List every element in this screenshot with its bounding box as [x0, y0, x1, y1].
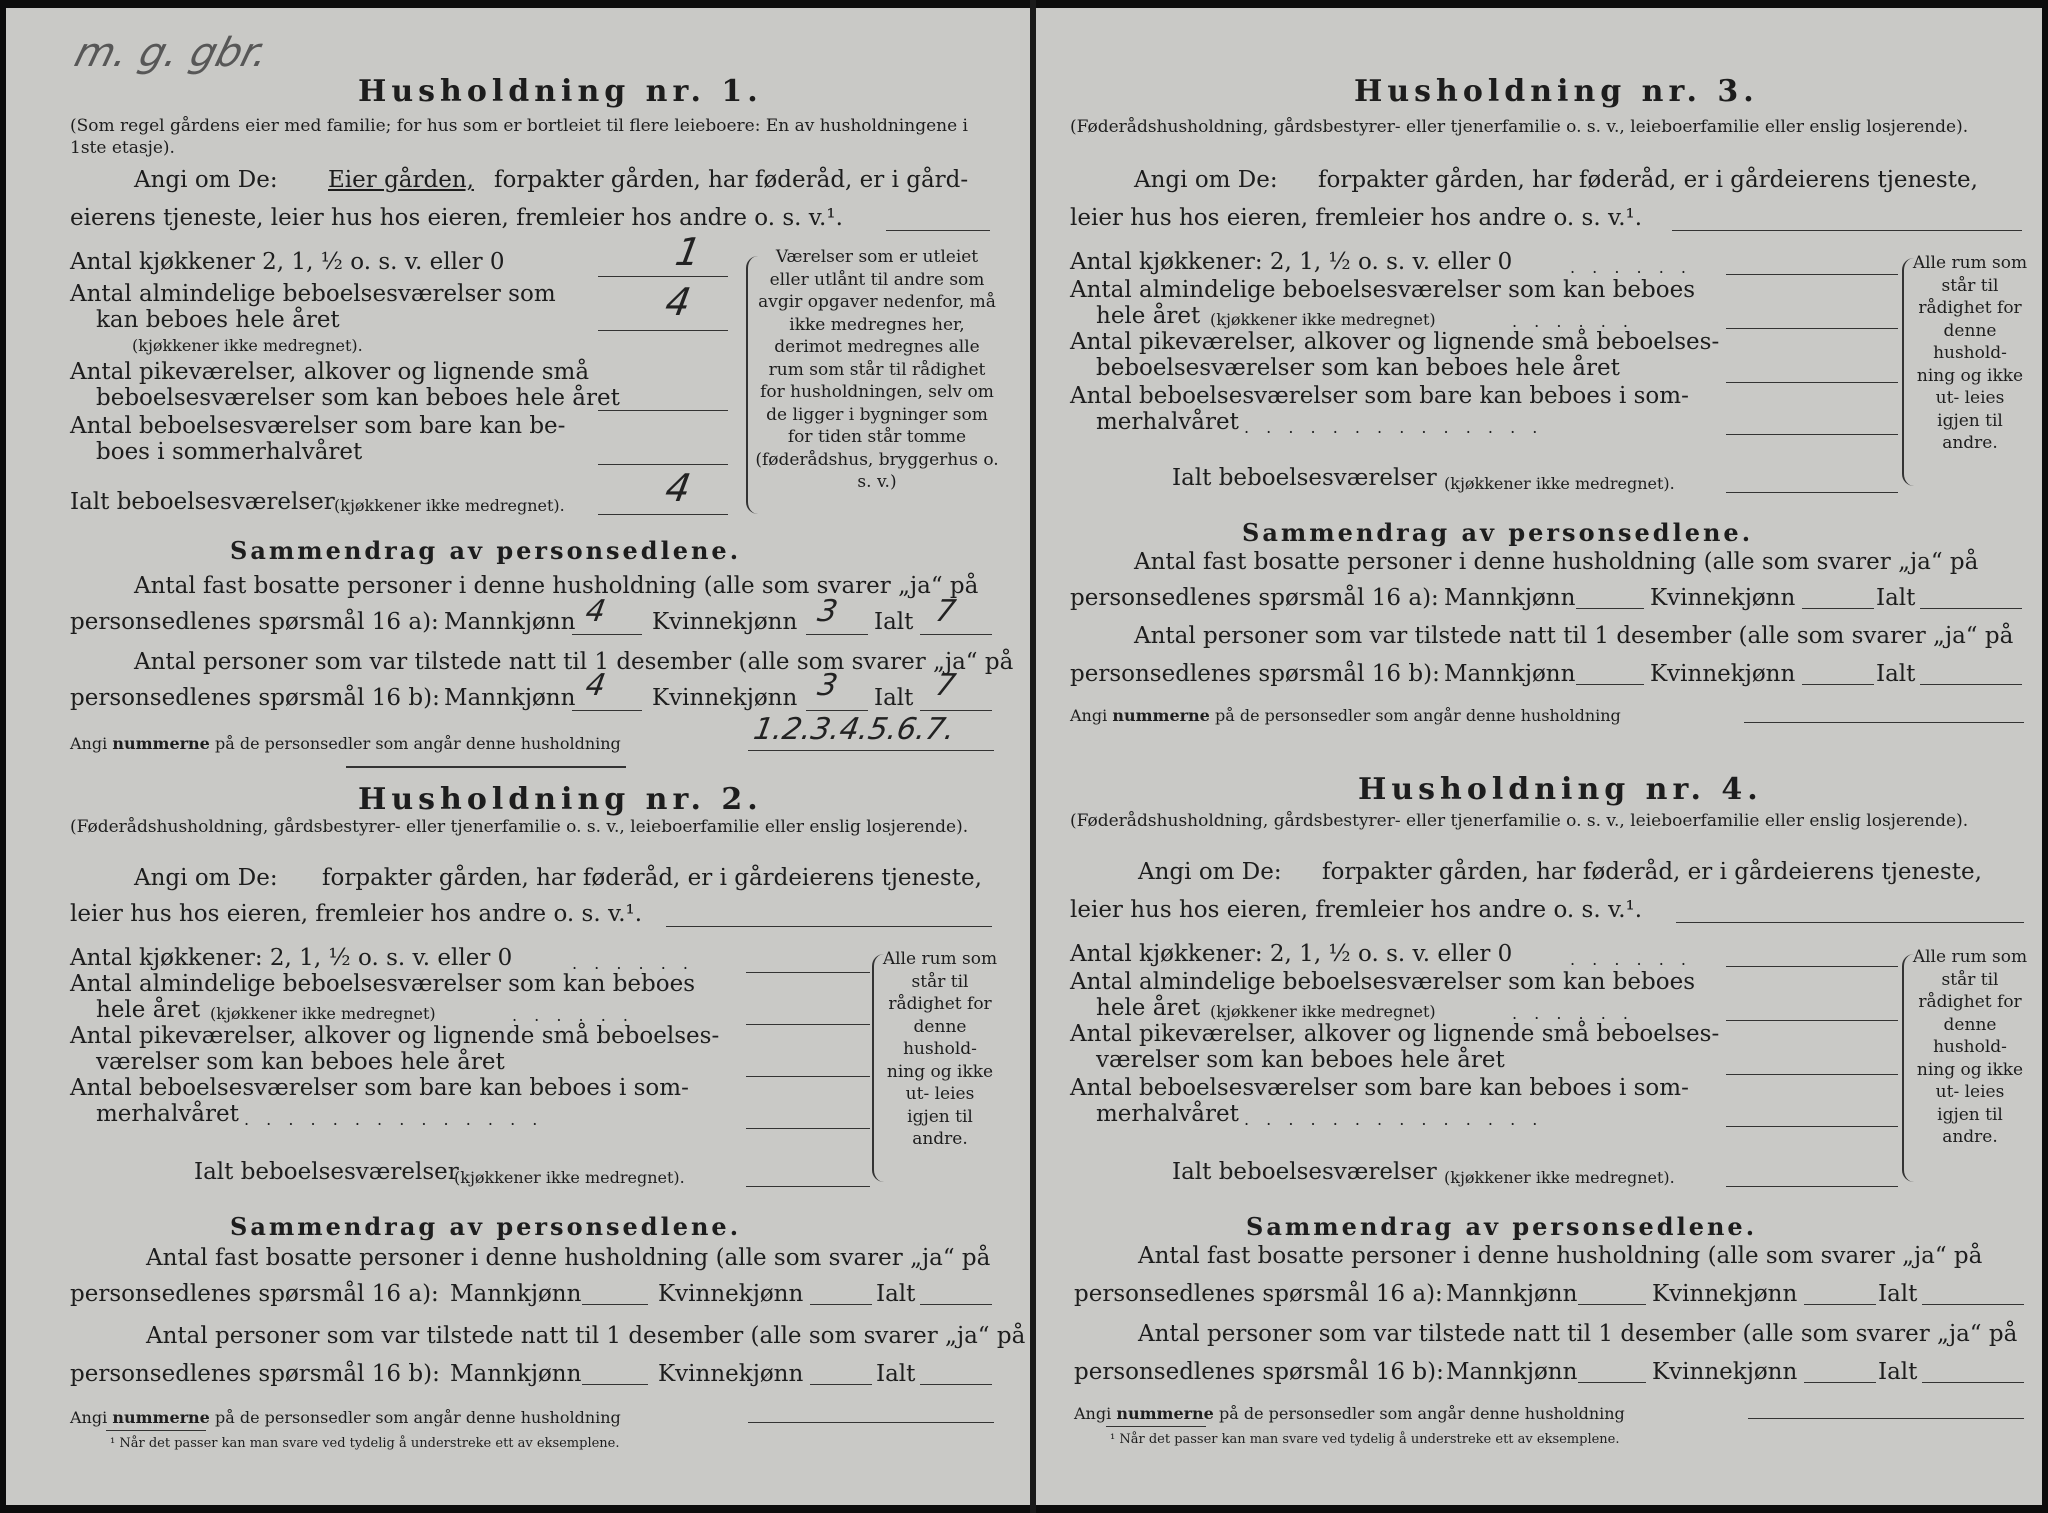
hh2-nummerne — [70, 1404, 621, 1432]
hh2-fast-mann-line — [582, 1304, 648, 1305]
hh3-sommer-line — [1726, 434, 1898, 435]
hh1-title: Husholdning nr. 1. — [358, 74, 763, 109]
hh4-fast-mann-line — [1578, 1304, 1646, 1305]
hh2-til-1: Antal personer som var tilstede natt til 1 desember (alle som svarer „ja“ på — [146, 1323, 1026, 1349]
hh3-nummerne-line — [1744, 722, 2024, 723]
hh2-leier-line — [666, 926, 992, 927]
hh4-ialt-label: Ialt beboelsesværelser — [1172, 1159, 1437, 1185]
hh4-pike-line — [1726, 1074, 1898, 1075]
hh1-ialt-label: Ialt beboelsesværelser — [70, 489, 335, 515]
hh1-sommer-line — [598, 464, 728, 465]
hh2-title: Husholdning nr. 2. — [358, 782, 763, 817]
hh2-angi-intro: Angi om De: — [134, 865, 278, 891]
hh1-til-ialt-label: Ialt — [874, 685, 914, 711]
hh3-sommer-dots: . . . . . . . . . . . . . . — [1244, 418, 1544, 437]
hh1-angi-eier: Eier gården, — [328, 167, 474, 193]
hh4-alm-2-small: (kjøkkener ikke medregnet) — [1210, 1002, 1436, 1021]
hh2-fast-mann-label: Mannkjønn — [450, 1281, 582, 1307]
hh2-summary-head: Sammendrag av personsedlene. — [230, 1212, 742, 1241]
hh2-fast-ialt-line — [920, 1304, 992, 1305]
hh2-til-kvinne-line — [810, 1384, 872, 1385]
hh2-fast-kvinne-line — [810, 1304, 872, 1305]
hh3-til-ialt-line — [1920, 684, 2022, 685]
hh4-til-1: Antal personer som var tilstede natt til 1 desember (alle som svarer „ja“ på — [1138, 1321, 2018, 1347]
hh4-angi-intro: Angi om De: — [1138, 859, 1282, 885]
hh2-kjokken: Antal kjøkkener: 2, 1, ½ o. s. v. eller 0 — [70, 945, 513, 971]
hh1-fast-ialt-line — [920, 634, 992, 635]
hh1-til-2: personsedlenes spørsmål 16 b): — [70, 685, 440, 711]
hh3-til-kvinne-label: Kvinnekjønn — [1650, 661, 1796, 687]
hh3-kjokken-line — [1726, 274, 1898, 275]
hh4-til-mann-label: Mannkjønn — [1446, 1359, 1578, 1385]
hh2-fast-kvinne-label: Kvinnekjønn — [658, 1281, 804, 1307]
hh2-til-ialt-line — [920, 1384, 992, 1385]
hh4-title: Husholdning nr. 4. — [1358, 772, 1763, 807]
hh1-kjokken: Antal kjøkkener 2, 1, ½ o. s. v. eller 0 — [70, 249, 505, 275]
hh3-fast-mann-label: Mannkjønn — [1444, 585, 1576, 611]
hh4-nummerne — [1074, 1400, 1625, 1428]
hh1-fast-ialt-value: 7 — [932, 594, 959, 629]
hh4-til-ialt-label: Ialt — [1878, 1359, 1918, 1385]
hh2-intro: (Føderådshusholdning, gårdsbestyrer- eller tjenerfamilie o. s. v., leieboerfamilie eller enslig losjerende). — [70, 817, 969, 837]
footnote-left: ¹ Når det passer kan man svare ved tydelig å understreke ett av eksemplene. — [110, 1436, 620, 1451]
hh4-kjokken-line — [1726, 966, 1898, 967]
hh4-kjokken: Antal kjøkkener: 2, 1, ½ o. s. v. eller 0 — [1070, 941, 1513, 967]
hh3-til-mann-label: Mannkjønn — [1444, 661, 1576, 687]
hh3-fast-mann-line — [1576, 608, 1644, 609]
hh1-alm-line — [598, 330, 728, 331]
hh2-kjokken-dots: . . . . . . — [572, 954, 694, 973]
hh1-til-ialt-line — [920, 710, 992, 711]
hh1-fast-kvinne-value: 3 — [814, 594, 841, 629]
hh3-summary-head: Sammendrag av personsedlene. — [1242, 518, 1754, 547]
hh1-alm-value: 4 — [662, 280, 695, 324]
footnote-right: ¹ Når det passer kan man svare ved tydelig å understreke ett av eksemplene. — [1110, 1432, 1620, 1447]
hh3-side-note: Alle rum som står til rådighet for denne hushold- ning og ikke ut- leies igjen til andre. — [1912, 253, 2028, 453]
hh2-pike-1: Antal pikeværelser, alkover og lignende små beboelses- — [70, 1023, 720, 1049]
hh3-alm-1: Antal almindelige beboelsesværelser som kan beboes — [1070, 277, 1696, 303]
hh3-sommer-1: Antal beboelsesværelser som bare kan beboes i som- — [1070, 383, 1689, 409]
footnote-rule-right — [1106, 1426, 1206, 1427]
hh4-fast-2: personsedlenes spørsmål 16 a): — [1074, 1281, 1443, 1307]
hh1-til-kvinne-line — [806, 710, 868, 711]
hh1-intro: (Som regel gårdens eier med familie; for hus som er bortleiet til flere leieboere: En av husholdningene i 1ste etasje). — [70, 116, 968, 158]
hh1-ialt-value: 4 — [662, 466, 695, 510]
hh1-til-ialt-value: 7 — [932, 668, 959, 703]
hh1-nummerne-line — [748, 750, 994, 751]
hh3-fast-kvinne-line — [1802, 608, 1874, 609]
hh2-nummerne-bold: nummerne — [112, 1408, 210, 1427]
hh2-til-mann-label: Mannkjønn — [450, 1361, 582, 1387]
hh2-pike-2: værelser som kan beboes hele året — [96, 1049, 505, 1075]
hh2-alm-1: Antal almindelige beboelsesværelser som kan beboes — [70, 971, 696, 997]
hh1-alm-3: (kjøkkener ikke medregnet). — [132, 336, 363, 355]
hh1-fast-1: Antal fast bosatte personer i denne husholdning (alle som svarer „ja“ på — [134, 573, 979, 599]
hh3-ialt-label: Ialt beboelsesværelser — [1172, 465, 1437, 491]
hh1-angi-intro: Angi om De: — [134, 167, 278, 193]
hh4-til-kvinne-line — [1804, 1382, 1876, 1383]
hh1-separator — [346, 766, 626, 768]
hh3-leier: leier hus hos eieren, fremleier hos andre o. s. v.¹. — [1070, 205, 1643, 231]
hh3-til-2: personsedlenes spørsmål 16 b): — [1070, 661, 1440, 687]
hh2-sommer-2: merhalvåret — [96, 1101, 239, 1127]
hh2-pike-line — [746, 1076, 870, 1077]
hh3-pike-line — [1726, 382, 1898, 383]
hh2-angi-rest: forpakter gården, har føderåd, er i gårdeierens tjeneste, — [322, 865, 982, 891]
hh1-nummerne-pre: Angi — [70, 734, 108, 753]
hh3-pike-2: beboelsesværelser som kan beboes hele året — [1096, 355, 1620, 381]
hh3-intro: (Føderådshusholdning, gårdsbestyrer- eller tjenerfamilie o. s. v., leieboerfamilie eller enslig losjerende). — [1070, 117, 1969, 137]
hh3-nummerne-pre: Angi — [1070, 706, 1108, 725]
hh3-til-ialt-label: Ialt — [1876, 661, 1916, 687]
hh1-til-mann-line — [572, 710, 642, 711]
hh4-til-mann-line — [1578, 1382, 1646, 1383]
right-page — [1036, 8, 2042, 1505]
hh2-alm-line — [746, 1024, 870, 1025]
hh1-sommer-2: boes i sommerhalvåret — [96, 439, 363, 465]
hh1-fast-kvinne-label: Kvinnekjønn — [652, 609, 798, 635]
hh3-title: Husholdning nr. 3. — [1354, 74, 1759, 109]
hh3-kjokken: Antal kjøkkener: 2, 1, ½ o. s. v. eller 0 — [1070, 249, 1513, 275]
footnote-rule-left — [106, 1430, 206, 1431]
hh2-til-ialt-label: Ialt — [876, 1361, 916, 1387]
hh4-sommer-1: Antal beboelsesværelser som bare kan beboes i som- — [1070, 1075, 1689, 1101]
hh3-alm-dots: . . . . . . — [1512, 312, 1634, 331]
hh1-pike-1: Antal pikeværelser, alkover og lignende små — [70, 359, 590, 385]
hh1-nummerne-bold: nummerne — [112, 734, 210, 753]
hh3-alm-2: hele året — [1096, 303, 1201, 329]
pencil-annotation: m. g. gbr. — [69, 30, 274, 76]
hh1-summary-head: Sammendrag av personsedlene. — [230, 536, 742, 565]
hh3-fast-ialt-label: Ialt — [1876, 585, 1916, 611]
hh2-ialt-small: (kjøkkener ikke medregnet). — [454, 1168, 685, 1187]
hh1-pike-line — [598, 410, 728, 411]
hh2-fast-1: Antal fast bosatte personer i denne husholdning (alle som svarer „ja“ på — [146, 1245, 991, 1271]
hh2-fast-ialt-label: Ialt — [876, 1281, 916, 1307]
hh1-fast-mann-value: 4 — [582, 594, 609, 629]
hh2-alm-2-small: (kjøkkener ikke medregnet) — [210, 1004, 436, 1023]
hh1-fast-ialt-label: Ialt — [874, 609, 914, 635]
hh4-pike-2: værelser som kan beboes hele året — [1096, 1047, 1505, 1073]
hh1-til-mann-label: Mannkjønn — [444, 685, 576, 711]
hh4-fast-kvinne-label: Kvinnekjønn — [1652, 1281, 1798, 1307]
hh4-nummerne-bold: nummerne — [1116, 1404, 1214, 1423]
hh3-kjokken-dots: . . . . . . — [1570, 258, 1692, 277]
hh1-angi-answer-line — [886, 230, 990, 231]
hh2-til-mann-line — [582, 1384, 648, 1385]
hh3-ialt-line — [1726, 492, 1898, 493]
hh3-fast-kvinne-label: Kvinnekjønn — [1650, 585, 1796, 611]
hh2-ialt-label: Ialt beboelsesværelser — [194, 1159, 459, 1185]
hh1-angi-rest: forpakter gården, har føderåd, er i gård- — [494, 167, 969, 193]
hh1-fast-mann-line — [572, 634, 642, 635]
hh3-fast-ialt-line — [1920, 608, 2022, 609]
hh4-sommer-line — [1726, 1126, 1898, 1127]
hh4-alm-1: Antal almindelige beboelsesværelser som kan beboes — [1070, 969, 1696, 995]
hh4-til-2: personsedlenes spørsmål 16 b): — [1074, 1359, 1444, 1385]
hh1-nummerne-post: på de personsedler som angår denne husholdning — [214, 734, 621, 753]
hh3-alm-line — [1726, 328, 1898, 329]
hh3-angi-intro: Angi om De: — [1134, 167, 1278, 193]
hh4-ialt-small: (kjøkkener ikke medregnet). — [1444, 1168, 1675, 1187]
hh2-alm-dots: . . . . . . — [512, 1006, 634, 1025]
hh4-fast-kvinne-line — [1804, 1304, 1876, 1305]
hh1-til-mann-value: 4 — [582, 668, 609, 703]
hh2-nummerne-post: på de personsedler som angår denne husholdning — [214, 1408, 621, 1427]
hh4-summary-head: Sammendrag av personsedlene. — [1246, 1212, 1758, 1241]
hh4-ialt-line — [1726, 1186, 1898, 1187]
hh1-fast-kvinne-line — [806, 634, 868, 635]
hh1-fast-2: personsedlenes spørsmål 16 a): — [70, 609, 439, 635]
hh4-alm-dots: . . . . . . — [1512, 1004, 1634, 1023]
hh1-nummerne — [70, 730, 621, 758]
hh4-fast-ialt-label: Ialt — [1878, 1281, 1918, 1307]
hh3-pike-1: Antal pikeværelser, alkover og lignende små beboelses- — [1070, 329, 1720, 355]
hh3-angi-rest: forpakter gården, har føderåd, er i gårdeierens tjeneste, — [1318, 167, 1978, 193]
hh1-pike-2: beboelsesværelser som kan beboes hele året — [96, 385, 620, 411]
hh3-alm-2-small: (kjøkkener ikke medregnet) — [1210, 310, 1436, 329]
hh1-til-1: Antal personer som var tilstede natt til 1 desember (alle som svarer „ja“ på — [134, 649, 1014, 675]
hh4-pike-1: Antal pikeværelser, alkover og lignende små beboelses- — [1070, 1021, 1720, 1047]
hh4-leier: leier hus hos eieren, fremleier hos andre o. s. v.¹. — [1070, 897, 1643, 923]
hh2-ialt-line — [746, 1186, 870, 1187]
hh2-fast-2: personsedlenes spørsmål 16 a): — [70, 1281, 439, 1307]
hh3-til-1: Antal personer som var tilstede natt til 1 desember (alle som svarer „ja“ på — [1134, 623, 2014, 649]
hh3-fast-1: Antal fast bosatte personer i denne husholdning (alle som svarer „ja“ på — [1134, 549, 1979, 575]
hh4-alm-2: hele året — [1096, 995, 1201, 1021]
hh3-nummerne-bold: nummerne — [1112, 706, 1210, 725]
hh3-til-kvinne-line — [1802, 684, 1874, 685]
hh3-sommer-2: merhalvåret — [1096, 409, 1239, 435]
hh4-nummerne-post: på de personsedler som angår denne husholdning — [1218, 1404, 1625, 1423]
hh3-nummerne-post: på de personsedler som angår denne husholdning — [1214, 706, 1621, 725]
hh1-til-kvinne-value: 3 — [814, 668, 841, 703]
hh1-alm-1: Antal almindelige beboelsesværelser som — [70, 281, 556, 307]
hh3-fast-2: personsedlenes spørsmål 16 a): — [1070, 585, 1439, 611]
hh2-til-2: personsedlenes spørsmål 16 b): — [70, 1361, 440, 1387]
hh4-nummerne-line — [1748, 1418, 2024, 1419]
hh4-til-ialt-line — [1922, 1382, 2024, 1383]
hh4-side-note: Alle rum som står til rådighet for denne hushold- ning og ikke ut- leies igjen til andre. — [1912, 947, 2028, 1147]
hh3-ialt-small: (kjøkkener ikke medregnet). — [1444, 474, 1675, 493]
hh3-nummerne — [1070, 702, 1621, 730]
hh4-kjokken-dots: . . . . . . — [1570, 950, 1692, 969]
hh2-sommer-1: Antal beboelsesværelser som bare kan beboes i som- — [70, 1075, 689, 1101]
hh4-leier-line — [1676, 922, 2024, 923]
hh2-nummerne-line — [748, 1422, 994, 1423]
hh2-side-note: Alle rum som står til rådighet for denne hushold- ning og ikke ut- leies igjen til andre. — [882, 949, 998, 1149]
hh4-intro: (Føderådshusholdning, gårdsbestyrer- eller tjenerfamilie o. s. v., leieboerfamilie eller enslig losjerende). — [1070, 811, 1969, 831]
hh1-kjokken-line — [598, 276, 728, 277]
hh1-til-kvinne-label: Kvinnekjønn — [652, 685, 798, 711]
left-page — [6, 8, 1030, 1505]
hh2-til-kvinne-label: Kvinnekjønn — [658, 1361, 804, 1387]
hh4-til-kvinne-label: Kvinnekjønn — [1652, 1359, 1798, 1385]
hh1-fast-mann-label: Mannkjønn — [444, 609, 576, 635]
hh1-kjokken-value: 1 — [672, 230, 705, 274]
hh1-nummerne-value: 1.2.3.4.5.6.7. — [750, 712, 958, 747]
hh4-alm-line — [1726, 1020, 1898, 1021]
hh2-alm-2: hele året — [96, 997, 201, 1023]
hh2-leier: leier hus hos eieren, fremleier hos andre o. s. v.¹. — [70, 901, 643, 927]
hh2-kjokken-line — [746, 972, 870, 973]
hh4-fast-mann-label: Mannkjønn — [1446, 1281, 1578, 1307]
hh4-angi-rest: forpakter gården, har føderåd, er i gårdeierens tjeneste, — [1322, 859, 1982, 885]
hh2-sommer-dots: . . . . . . . . . . . . . . — [244, 1110, 544, 1129]
hh4-fast-ialt-line — [1922, 1304, 2024, 1305]
hh1-ialt-line — [598, 514, 728, 515]
hh4-sommer-2: merhalvåret — [1096, 1101, 1239, 1127]
hh2-sommer-line — [746, 1128, 870, 1129]
hh2-nummerne-pre: Angi — [70, 1408, 108, 1427]
hh4-fast-1: Antal fast bosatte personer i denne husholdning (alle som svarer „ja“ på — [1138, 1243, 1983, 1269]
hh1-angi-line2: eierens tjeneste, leier hus hos eieren, fremleier hos andre o. s. v.¹. — [70, 205, 843, 231]
hh1-alm-2: kan beboes hele året — [96, 307, 340, 333]
hh4-sommer-dots: . . . . . . . . . . . . . . — [1244, 1110, 1544, 1129]
hh1-ialt-small: (kjøkkener ikke medregnet). — [334, 496, 565, 515]
hh4-nummerne-pre: Angi — [1074, 1404, 1112, 1423]
hh3-til-mann-line — [1576, 684, 1644, 685]
hh1-side-note: Værelser som er utleiet eller utlånt til andre som avgir opgaver nedenfor, må ikke medregnes her, derimot medregnes alle rum som står til rådighet for husholdningen, selv om de ligger i bygninger som for tiden står tomme (føderådshus, bryggerhus o. s. v.) — [755, 247, 999, 492]
hh3-leier-line — [1672, 230, 2022, 231]
hh1-sommer-1: Antal beboelsesværelser som bare kan be- — [70, 413, 566, 439]
